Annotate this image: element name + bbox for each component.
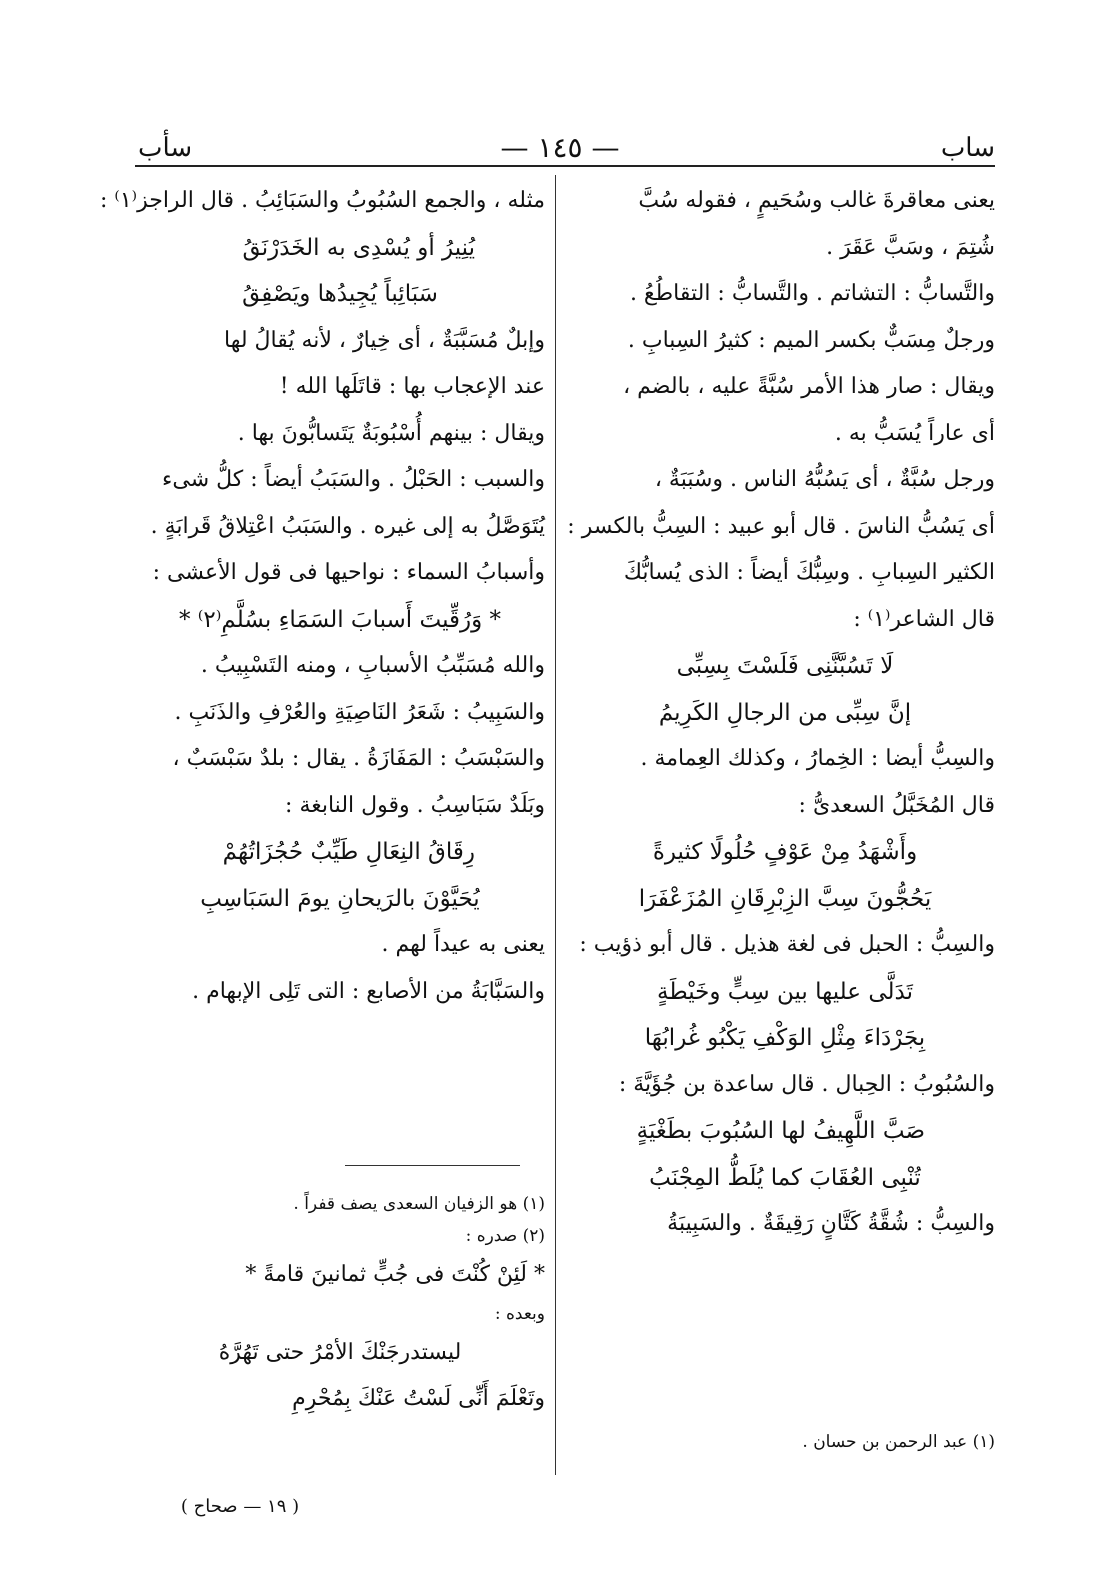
text-line: والسَبَّابَةُ من الأصابع : التى تَلِى الإبهام . <box>192 978 545 1004</box>
running-head-left: سأب <box>138 133 193 163</box>
column-divider <box>555 175 556 1475</box>
text-line: والسَبِيبُ : شَعَرُ النَاصِيَةِ والعُرْفِ والذَنَبِ . <box>174 699 545 725</box>
verse-line: إنَّ سِبِّى من الرجالِ الكَرِيمُ <box>658 699 912 726</box>
text-line: ويقال : صار هذا الأمر سُبَّةً عليه ، بالضم ، <box>623 374 995 399</box>
text-line: يعنى به عيداً لهم . <box>381 932 545 957</box>
footnotes-right <box>575 1426 995 1458</box>
footnote-line: (١) هو الزفيان السعدى يصف قفراً . <box>293 1194 545 1214</box>
verse-line: وأَشْهَدُ مِنْ عَوْفٍ حُلُولًا كثيرةً <box>652 839 918 865</box>
header-rule <box>135 165 995 167</box>
verse-line: يَحُجُّونَ سِبَّ الزِبْرِقَانِ المُزَعْفَرَا <box>638 885 932 912</box>
verse-line: تَدَلَّى عليها بين سِبٍّ وخَيْطَةٍ <box>657 978 913 1005</box>
text-line: أى يَسُبُّ الناسَ . قال أبو عبيد : السِبُّ بالكسر : <box>567 513 995 539</box>
verse-line: * وَرُقِّيتَ أَسبابَ السَمَاءِ بسُلَّمِ⁽٢⁾ * <box>178 606 502 633</box>
text-line: شُتِمَ ، وسَبَّ عَقَرَ . <box>826 234 995 260</box>
verse-line: صَبَّ اللَّهِيفُ لها السُبُوبَ بطَغْيَةٍ <box>636 1118 925 1144</box>
text-line: ويقال : بينهم أُسْبُوبَةٌ يَتَسابُّونَ بها . <box>237 420 545 446</box>
text-line: والتَّسابُّ : التشاتم . والتَّسابُّ : التقاطُعُ . <box>629 281 995 306</box>
text-line: يُتَوَصَّلُ به إلى غيره . والسَبَبُ اعْتِلاقُ قَرابَةٍ . <box>150 513 545 539</box>
running-head-right: ساب <box>940 133 995 163</box>
footnote-line: وبعده : <box>494 1304 545 1324</box>
text-line: عند الإعجاب بها : قاتَلَها الله ! <box>279 374 545 399</box>
left-column <box>100 178 545 1015</box>
text-line: الكثير السِبابِ . وسِبُّكَ أيضاً : الذى يُسابُّكَ <box>623 560 995 585</box>
text-line: ورجل سُبَّةٌ ، أى يَسُبُّهُ الناس . وسُبَبَةٌ ، <box>654 467 995 492</box>
verse-line: لَا تَسُبَّنَّنِى فَلَسْتَ بِسِبِّى <box>676 653 894 679</box>
text-line: يعنى معاقرةَ غالب وسُحَيمٍ ، فقوله سُبَّ <box>638 188 995 213</box>
right-column <box>567 178 995 1248</box>
text-line: والسُبُوبُ : الحِبال . قال ساعدة بن جُؤَيَّةَ : <box>618 1071 995 1097</box>
text-line: قال الشاعر⁽١⁾ : <box>853 606 995 632</box>
footnote-rule <box>345 1165 520 1166</box>
verse-line: تُنْبِى العُقَابَ كما يُلَطُّ المِجْنَبُ <box>649 1164 921 1191</box>
verse-line: يُحَيَّوْنَ بالرَيحانِ يومَ السَبَاسِبِ <box>200 885 480 912</box>
text-line: ورجلٌ مِسَبٌّ بكسر الميم : كثيرُ السِبابِ . <box>627 327 995 353</box>
footnote-line: (٢) صدره : <box>465 1226 545 1246</box>
text-line: والسِبُّ : شُقَّةُ كَتَّانٍ رَقِيقَةٌ . والسَبِيبَةُ <box>667 1211 995 1236</box>
text-line: والسبب : الحَبْلُ . والسَبَبُ أيضاً : كلُّ شىء <box>162 467 545 492</box>
text-line: والله مُسَبِّبُ الأسبابِ ، ومنه التَسْبِيبُ . <box>200 653 545 678</box>
footnote-line: * لَئِنْ كُنْتَ فى جُبٍّ ثمانينَ قامةً * <box>245 1262 545 1287</box>
text-line: والسِبُّ أيضا : الخِمارُ ، وكذلك العِمامة . <box>640 746 995 771</box>
text-line: وإبلٌ مُسَبَّبَةٌ ، أى خِيارٌ ، لأنه يُقالُ لها <box>224 327 545 353</box>
text-line: والسَبْسَبُ : المَفَازَةُ . يقال : بلدٌ سَبْسَبٌ ، <box>172 746 545 771</box>
verse-line: يُنِيرُ أو يُسْدِى به الخَدَرْنَقُ <box>242 234 475 261</box>
footnotes-left <box>135 1188 545 1422</box>
text-line: أى عاراً يُسَبُّ به . <box>834 420 995 446</box>
text-line: وبَلَدٌ سَبَاسِبُ . وقول النابغة : <box>285 792 545 818</box>
page-number: — ١٤٥ — <box>500 131 620 164</box>
verse-line: رِقَاقُ النِعَالِ طَيِّبٌ حُجُزَاتُهُمْ <box>222 839 475 865</box>
text-line: مثله ، والجمع السُبُوبُ والسَبَائِبُ . قال الراجز⁽١⁾ : <box>100 188 545 213</box>
footnote-line: (١) عبد الرحمن بن حسان . <box>802 1432 995 1452</box>
text-line: قال المُخَبَّلُ السعدىُّ : <box>798 792 995 818</box>
verse-line: بِجَرْدَاءَ مِثْلِ الوَكْفِ يَكْبُو غُرابُهَا <box>644 1025 926 1051</box>
footnote-line: ليستدرجَنْكَ الأمْرُ حتى تَهُرَّهُ <box>218 1340 462 1365</box>
footnote-line: وتَعْلَمَ أَنِّى لَسْتُ عَنْكَ بِمُحْرِمِ <box>292 1386 545 1411</box>
text-line: وأسبابُ السماء : نواحيها فى قول الأعشى : <box>152 560 545 585</box>
verse-line: سَبَائِباً يُجِيدُها ويَصْفِقُ <box>242 281 438 307</box>
text-line: والسِبُّ : الحبل فى لغة هذيل . قال أبو ذؤيب : <box>579 932 995 957</box>
signature-mark: ( ١٩ — صحاح ) <box>180 1496 300 1517</box>
